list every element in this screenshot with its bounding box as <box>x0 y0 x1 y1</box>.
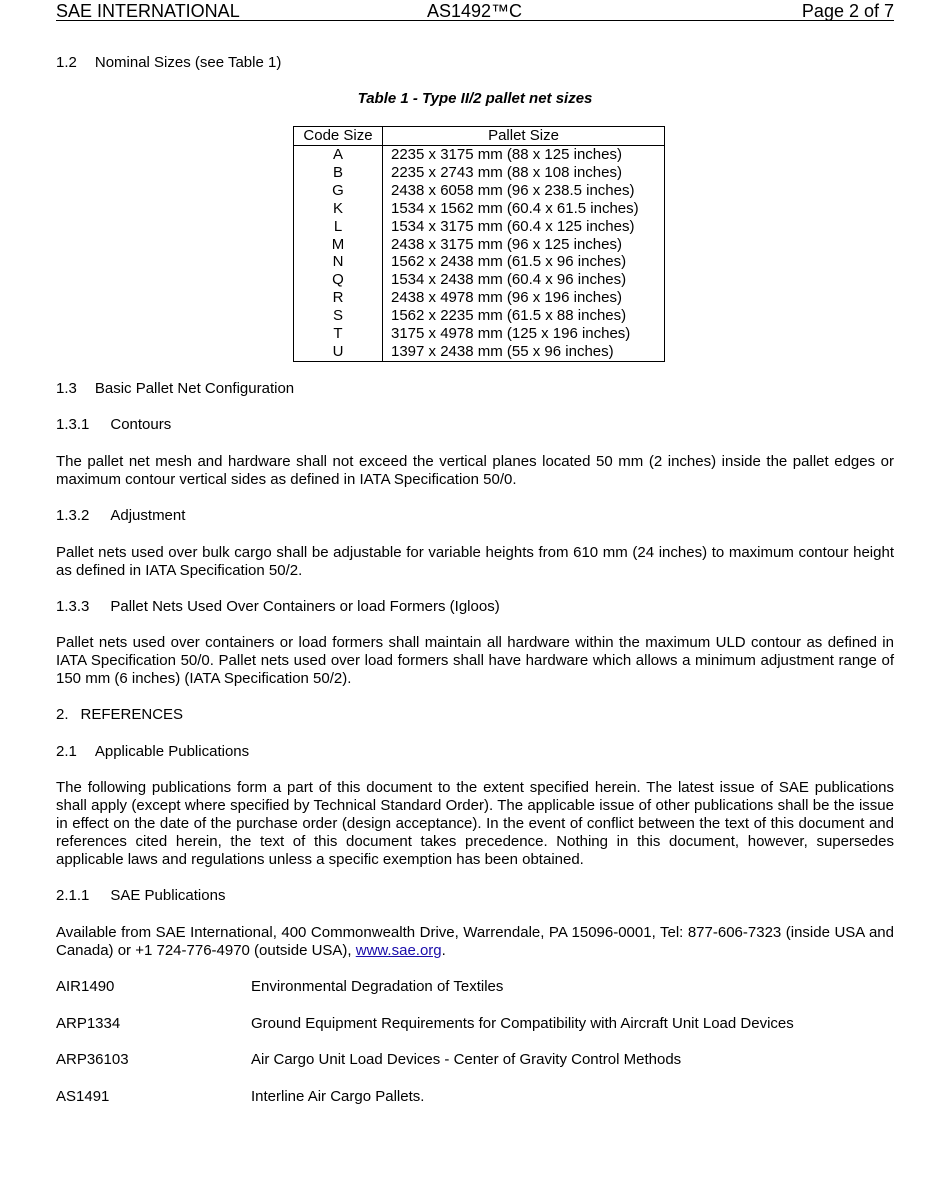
section-title: Applicable Publications <box>94 743 250 760</box>
pallet-size-cell: 1534 x 1562 mm (60.4 x 61.5 inches) <box>383 200 665 218</box>
section-number: 2. <box>56 706 69 723</box>
section-1-2-heading <box>56 54 281 72</box>
section-title: SAE Publications <box>110 887 226 904</box>
section-1-3-3-heading <box>56 598 500 616</box>
code-size-cell: B <box>294 164 383 182</box>
reference-title: Air Cargo Unit Load Devices - Center of Gravity Control Methods <box>251 1051 682 1068</box>
header-doc-id: AS1492™C <box>427 1 523 21</box>
section-number: 1.3.3 <box>56 598 90 615</box>
pallet-size-cell: 1534 x 3175 mm (60.4 x 125 inches) <box>383 218 665 236</box>
table-row <box>294 271 665 289</box>
table-row <box>294 182 665 200</box>
section-2-1-body: The following publications form a part of this document to the extent specified herein. The latest issue of SAE publications shall apply (except where specified by Technical Standard Order). The applicable issue of other publications shall be the issue in effect on the date of the purchase order (design acceptance). In the event of conflict between the text of this document and references cited herein, the text of this document takes precedence. Nothing in this document, however, supersedes applicable laws and regulations unless a specific exemption has been obtained. <box>56 779 894 868</box>
section-2-1-1-body <box>56 924 894 960</box>
table-header-row <box>294 127 665 146</box>
pallet-size-cell: 1562 x 2235 mm (61.5 x 88 inches) <box>383 307 665 325</box>
section-1-3-heading <box>56 380 294 398</box>
code-size-cell: K <box>294 200 383 218</box>
code-size-cell: M <box>294 236 383 254</box>
pallet-size-cell: 2438 x 6058 mm (96 x 238.5 inches) <box>383 182 665 200</box>
table-caption: Table 1 - Type II/2 pallet net sizes <box>357 90 593 107</box>
pallet-size-table <box>293 126 665 362</box>
column-header-pallet-size: Pallet Size <box>383 127 665 146</box>
column-header-code-size: Code Size <box>294 127 383 146</box>
section-1-3-1-body: The pallet net mesh and hardware shall not exceed the vertical planes located 50 mm (2 inches) inside the pallet edges or maximum contour vertical sides as defined in IATA Specification 50/0. <box>56 453 894 488</box>
section-2-1-1-heading <box>56 887 225 905</box>
header-org: SAE INTERNATIONAL <box>56 1 240 21</box>
pallet-size-cell: 2235 x 2743 mm (88 x 108 inches) <box>383 164 665 182</box>
section-title: REFERENCES <box>80 706 184 723</box>
body-text-end: . <box>441 942 446 959</box>
reference-code: AS1491 <box>56 1088 110 1105</box>
code-size-cell: G <box>294 182 383 200</box>
code-size-cell: N <box>294 253 383 271</box>
pallet-size-cell: 1562 x 2438 mm (61.5 x 96 inches) <box>383 253 665 271</box>
table-row <box>294 325 665 343</box>
pallet-size-cell: 3175 x 4978 mm (125 x 196 inches) <box>383 325 665 343</box>
reference-title: Environmental Degradation of Textiles <box>251 978 504 995</box>
section-2-1-heading <box>56 743 249 761</box>
pallet-size-cell: 1534 x 2438 mm (60.4 x 96 inches) <box>383 271 665 289</box>
body-text: Available from SAE International, 400 Commonwealth Drive, Warrendale, PA 15096-0001, Tel: 877-606-7323 (inside USA and Canada) or +1 724-776-4970 (outside USA), <box>56 924 894 959</box>
table-row <box>294 200 665 218</box>
section-number: 2.1 <box>56 743 77 760</box>
table-row <box>294 218 665 236</box>
table-row <box>294 236 665 254</box>
section-1-3-1-heading <box>56 416 171 434</box>
section-number: 1.3 <box>56 380 77 397</box>
code-size-cell: U <box>294 343 383 361</box>
section-title: Basic Pallet Net Configuration <box>94 380 295 397</box>
table-row <box>294 253 665 271</box>
section-1-3-2-body: Pallet nets used over bulk cargo shall be adjustable for variable heights from 610 mm (24 inches) to maximum contour height as defined in IATA Specification 50/2. <box>56 544 894 579</box>
section-1-3-2-heading <box>56 507 185 525</box>
section-number: 2.1.1 <box>56 887 90 904</box>
table-row <box>294 289 665 307</box>
pallet-size-cell: 2235 x 3175 mm (88 x 125 inches) <box>383 146 665 164</box>
sae-website-link[interactable]: www.sae.org <box>355 942 442 959</box>
section-title: Contours <box>110 416 172 433</box>
code-size-cell: S <box>294 307 383 325</box>
section-title: Nominal Sizes (see Table 1) <box>94 54 282 71</box>
reference-code: AIR1490 <box>56 978 115 995</box>
table-row <box>294 307 665 325</box>
section-title: Adjustment <box>110 507 186 524</box>
section-number: 1.3.2 <box>56 507 90 524</box>
code-size-cell: R <box>294 289 383 307</box>
code-size-cell: Q <box>294 271 383 289</box>
pallet-size-cell: 2438 x 3175 mm (96 x 125 inches) <box>383 236 665 254</box>
page-header <box>56 0 894 21</box>
header-page-number: Page 2 of 7 <box>801 1 894 21</box>
section-number: 1.2 <box>56 54 77 71</box>
table-row <box>294 146 665 164</box>
pallet-size-cell: 1397 x 2438 mm (55 x 96 inches) <box>383 343 665 361</box>
reference-code: ARP36103 <box>56 1051 129 1068</box>
table-row <box>294 343 665 361</box>
section-number: 1.3.1 <box>56 416 90 433</box>
reference-code: ARP1334 <box>56 1015 121 1032</box>
code-size-cell: L <box>294 218 383 236</box>
reference-title: Ground Equipment Requirements for Compatibility with Aircraft Unit Load Devices <box>251 1015 794 1032</box>
pallet-size-cell: 2438 x 4978 mm (96 x 196 inches) <box>383 289 665 307</box>
table-row <box>294 164 665 182</box>
section-title: Pallet Nets Used Over Containers or load Formers (Igloos) <box>110 598 500 615</box>
code-size-cell: T <box>294 325 383 343</box>
code-size-cell: A <box>294 146 383 164</box>
section-1-3-3-body: Pallet nets used over containers or load formers shall maintain all hardware within the maximum ULD contour as defined in IATA Specification 50/0. Pallet nets used over load formers shall have hardware which allows a minimum adjustment range of 150 mm (6 inches) (IATA Specification 50/2). <box>56 634 894 687</box>
reference-title: Interline Air Cargo Pallets. <box>251 1088 425 1105</box>
section-2-heading <box>56 706 183 724</box>
